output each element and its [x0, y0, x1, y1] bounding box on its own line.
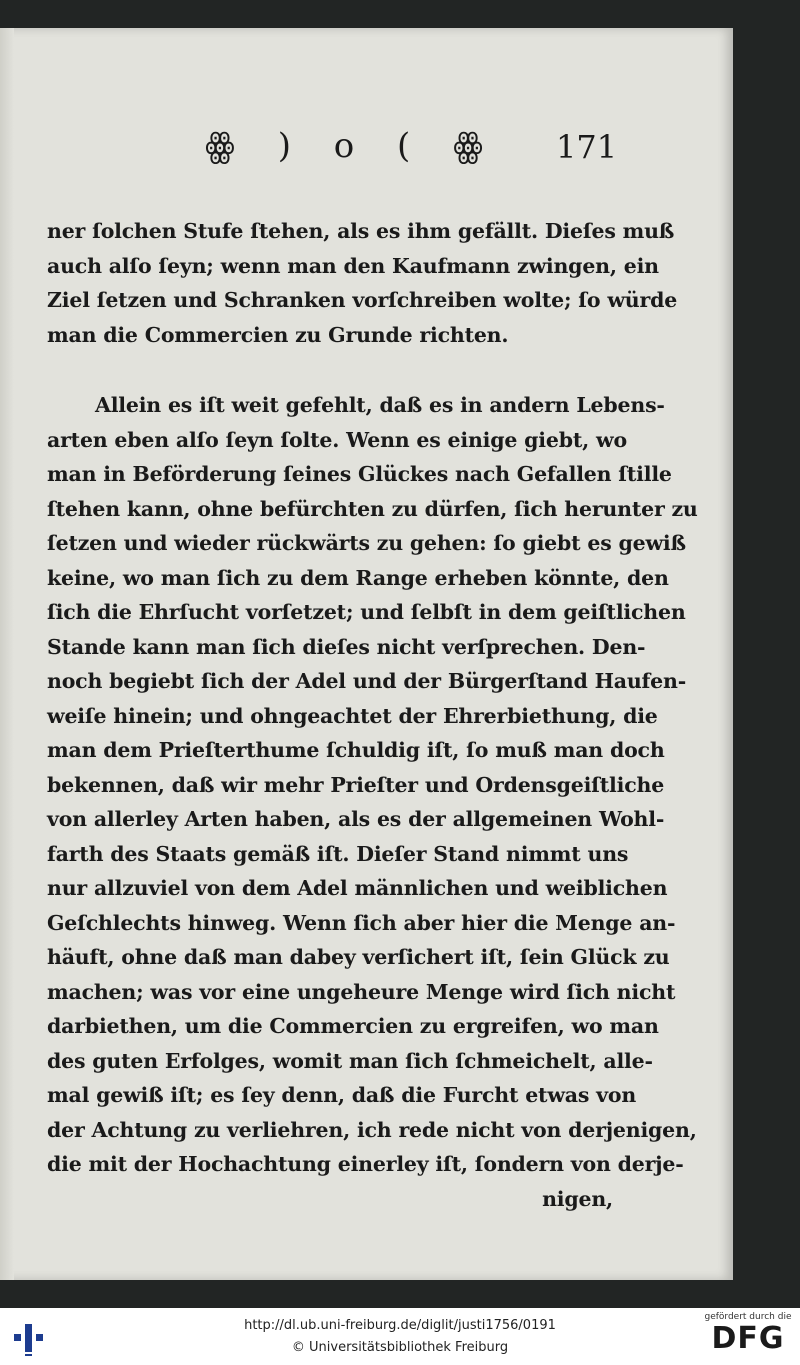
text-line: des guten Erfolges, womit man ſich ſchmeichelt, alle- [47, 1048, 653, 1073]
text-line: bekennen, daß wir mehr Prieſter und Ordensgeiſtliche [47, 772, 665, 797]
text-line: man in Beförderung ſeines Glückes nach Gefallen ſtille [47, 462, 672, 486]
paragraph-2 [47, 388, 698, 1216]
paragraph-1 [47, 214, 678, 352]
text-line: ſtehen kann, ohne befürchten zu dürfen, ſich herunter zu [47, 496, 698, 521]
text-line: der Achtung zu verliehren, ich rede nicht von derjenigen, [47, 1117, 697, 1142]
text-line: mal gewiß iſt; es ſey denn, daß die Furcht etwas von [47, 1083, 637, 1107]
text-line: keine, wo man ſich zu dem Range erheben könnte, den [47, 565, 669, 590]
dfg-logo: DFG [711, 1321, 785, 1356]
text-line: darbiethen, um die Commercien zu ergreifen, wo man [47, 1014, 659, 1038]
copyright-notice: © Universitätsbibliothek Freiburg [291, 1340, 509, 1355]
book-page [0, 28, 733, 1280]
text-line: farth des Staats gemäß iſt. Dieſer Stand nimmt uns [47, 841, 629, 866]
text-line: arten eben alſo ſeyn ſolte. Wenn es einige giebt, wo [47, 427, 627, 452]
text-line: man dem Prieſterthume ſchuldig iſt, ſo muß man doch [47, 738, 665, 762]
catchword: nigen, [542, 1186, 613, 1211]
page-header [0, 126, 733, 176]
viewer-footer [0, 1308, 800, 1365]
text-line: ner ſolchen Stufe ſtehen, als es ihm gefällt. Dieſes muß [47, 219, 675, 243]
text-line: Allein es iſt weit gefehlt, daß es in andern Lebens- [95, 393, 665, 417]
text-line: die mit der Hochachtung einerley iſt, ſondern von derje- [47, 1152, 684, 1176]
permalink-link[interactable]: http://dl.ub.uni-freiburg.de/diglit/justi1756/0191 [244, 1318, 556, 1333]
paragraph-gap [47, 352, 613, 388]
text-line: Ziel ſetzen und Schranken vorſchreiben wolte; ſo würde [47, 288, 678, 312]
text-line: man die Commercien zu Grunde richten. [47, 322, 509, 347]
page-gutter [0, 28, 14, 1280]
text-line: von allerley Arten haben, als es der allgemeinen Wohl- [47, 807, 665, 831]
text-line: häuft, ohne daß man dabey verſichert iſt, ſein Glück zu [47, 945, 670, 969]
text-line: Geſchlechts hinweg. Wenn ſich aber hier die Menge an- [47, 910, 676, 935]
dfg-funding-badge[interactable] [700, 1312, 796, 1362]
text-line: nur allzuviel von dem Adel männlichen und weiblichen [47, 876, 668, 900]
header-ornament: ꙮ ) o ( ꙮ [205, 126, 499, 166]
text-line: noch begiebt ſich der Adel und der Bürgerſtand Haufen- [47, 669, 687, 693]
text-line: auch alſo ſeyn; wenn man den Kaufmann zwingen, ein [47, 253, 659, 278]
funding-caption: gefördert durch die [704, 1312, 792, 1322]
text-line: ſich die Ehrſucht vorſetzet; und ſelbſt in dem geiſtlichen [47, 600, 686, 624]
text-line: machen; was vor eine ungeheure Menge wird ſich nicht [47, 979, 676, 1004]
page-number: 171 [556, 128, 618, 166]
text-line: weiſe hinein; und ohngeachtet der Ehrerbiethung, die [47, 703, 658, 728]
body-text [47, 214, 698, 1216]
text-line: Stande kann man ſich dieſes nicht verſprechen. Den- [47, 634, 646, 659]
text-line: ſetzen und wieder rückwärts zu gehen: ſo giebt es gewiß [47, 531, 686, 555]
